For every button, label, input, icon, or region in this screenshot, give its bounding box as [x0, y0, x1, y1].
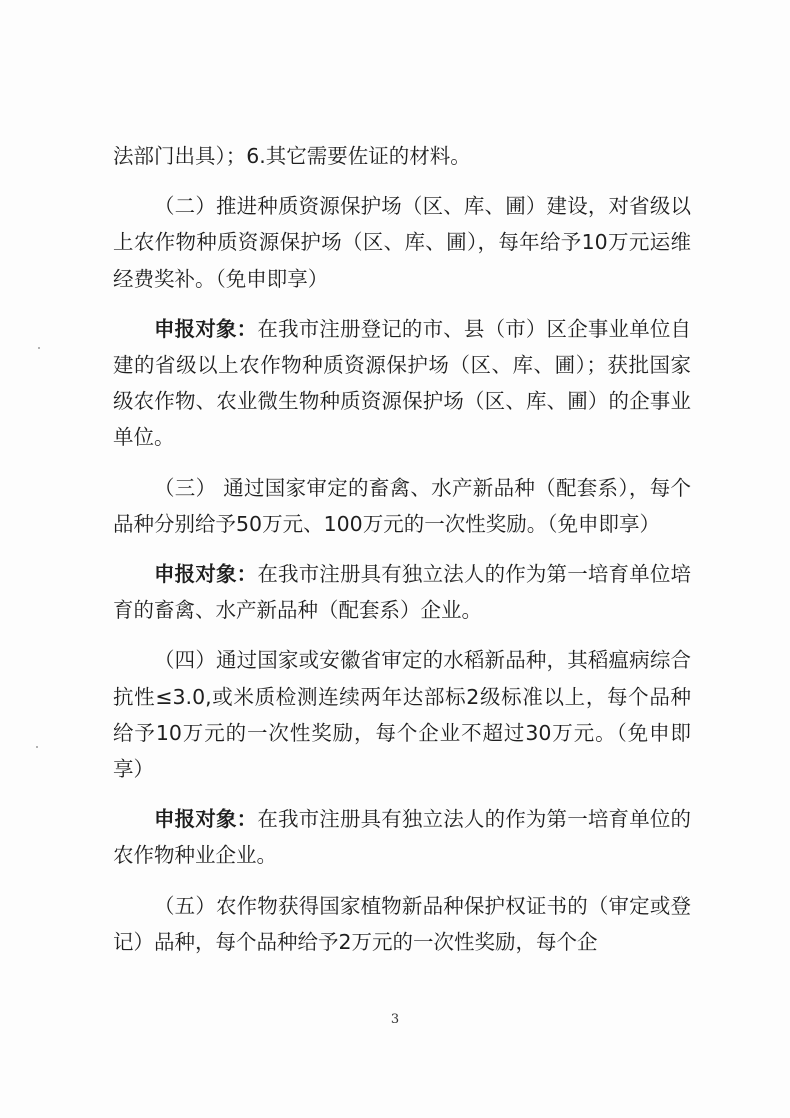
paragraph — [113, 311, 691, 456]
paragraph — [113, 470, 691, 542]
page-number: 3 — [390, 1012, 400, 1027]
scan-speck — [38, 347, 40, 349]
paragraph — [113, 888, 691, 960]
paragraph — [113, 188, 691, 297]
scan-speck — [36, 746, 38, 748]
paragraph-text: （二）推进种质资源保护场（区、库、圃）建设，对省级以上农作物种质资源保护场（区、库、圃），每年给予10万元运维经费奖补。（免申即享） — [113, 194, 691, 291]
paragraph-text: 在我市注册具有独立法人的作为第一培育单位培育的畜禽、水产新品种（配套系）企业。 — [113, 562, 692, 623]
paragraph-text: （四）通过国家或安徽省审定的水稻新品种，其稻瘟病综合抗性≤3.0,或米质检测连续两年达部标2级标准以上，每个品种给予10万元的一次性奖励，每个企业不超过30万元。（免申即享） — [113, 648, 691, 782]
paragraph-label: 申报对象： — [154, 807, 258, 832]
paragraph-text: （五）农作物获得国家植物新品种保护权证书的（审定或登记）品种，每个品种给予2万元的一次性奖励，每个企 — [113, 893, 691, 954]
paragraph-label: 申报对象： — [154, 562, 258, 587]
paragraph-text: （三） 通过国家审定的畜禽、水产新品种（配套系），每个品种分别给予50万元、100万元的一次性奖励。（免申即享） — [113, 475, 691, 536]
paragraph — [113, 556, 691, 628]
paragraph — [113, 138, 691, 174]
paragraph-text: 法部门出具）；6.其它需要佐证的材料。 — [113, 144, 471, 168]
paragraph — [113, 801, 691, 873]
paragraph — [113, 642, 691, 787]
paragraph-text: 在我市注册登记的市、县（市）区企事业单位自建的省级以上农作物种质资源保护场（区、库、圃）；获批国家级农作物、农业微生物种质资源保护场（区、库、圃）的企事业单位。 — [113, 316, 692, 450]
paragraph-label: 申报对象： — [154, 316, 258, 341]
document-body — [113, 138, 691, 960]
paragraph-text: 在我市注册具有独立法人的作为第一培育单位的农作物种业企业。 — [113, 807, 692, 868]
